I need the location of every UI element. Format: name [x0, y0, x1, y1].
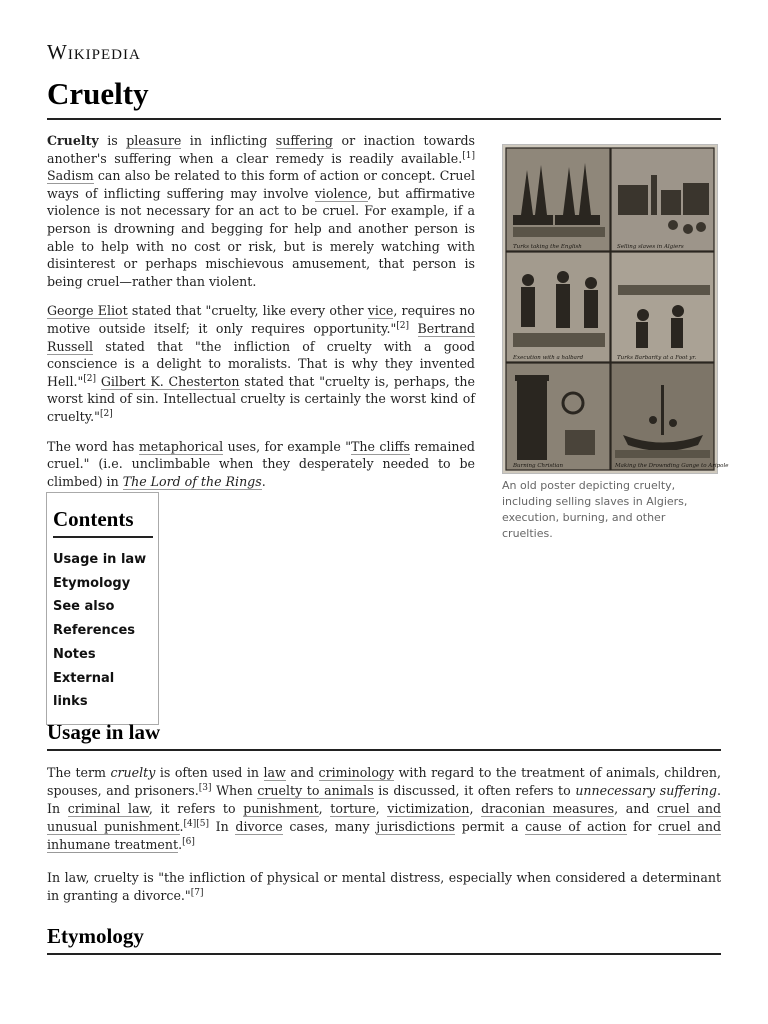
- section-heading-usage-in-law: Usage in law: [47, 720, 721, 751]
- text-run: , requires no motive outside itself; it only requires opportunity.": [47, 303, 476, 336]
- usage-paragraph-2: [47, 869, 721, 905]
- panel-caption-3: Execution with a halbard: [513, 355, 584, 361]
- text-run: stated that "cruelty is, perhaps, the worst kind of sin. Intellectual cruelty is certainly the worst kind of cruelty.": [47, 373, 475, 424]
- toc-item-notes[interactable]: Notes: [53, 646, 96, 662]
- citation-2[interactable]: [2]: [396, 320, 409, 331]
- panel-caption-1: Turks taking the English: [513, 244, 582, 250]
- usage-paragraph-1: [47, 764, 721, 854]
- lead-section: [47, 132, 475, 502]
- figure-caption: An old poster depicting cruelty, including selling slaves in Algiers, execution, burning, and other cruelties.: [502, 479, 688, 540]
- text-run: stated that "the infliction of cruelty with a good conscience is a delight to moralists. That is why they invented Hell.": [47, 338, 475, 389]
- toc-item-see-also[interactable]: See also: [53, 599, 115, 615]
- cruelty-poster-image[interactable]: [502, 144, 729, 474]
- toc-item-references[interactable]: References: [53, 623, 136, 639]
- text-run: .: [178, 837, 183, 852]
- emphasis-cruelty: cruelty: [110, 765, 156, 780]
- link-bertrand-russell[interactable]: Bertrand Russell: [47, 320, 475, 354]
- text-run: can also be related to this form of action or concept. Cruel ways of inflicting suffering may involve: [47, 168, 475, 201]
- link-lord-of-the-rings[interactable]: The Lord of the Rings: [122, 473, 262, 489]
- link-criminal-law[interactable]: criminal law: [67, 801, 149, 816]
- citation-4-5[interactable]: [4][5]: [183, 818, 210, 829]
- link-chesterton[interactable]: Gilbert K. Chesterton: [100, 373, 240, 389]
- table-of-contents: [46, 492, 159, 725]
- lead-term: Cruelty: [47, 133, 99, 148]
- text-run: ,: [318, 801, 331, 816]
- citation-2[interactable]: [2]: [83, 373, 97, 384]
- citation-2[interactable]: [2]: [99, 408, 113, 419]
- text-run: is: [98, 133, 127, 148]
- link-law[interactable]: law: [263, 765, 286, 780]
- link-cruelty-to-animals[interactable]: cruelty to animals: [257, 783, 374, 798]
- text-run: is discussed, it often refers to: [373, 783, 576, 798]
- panel-caption-2: Selling slaves in Algiers: [617, 244, 684, 250]
- text-run: .: [179, 819, 184, 834]
- citation-7[interactable]: [7]: [190, 887, 204, 898]
- text-run: The term: [47, 765, 111, 780]
- text-run: The word has: [47, 438, 139, 454]
- toc-item-external-links[interactable]: External links: [53, 670, 115, 710]
- text-run: and: [285, 765, 319, 780]
- link-vice[interactable]: vice: [367, 303, 394, 319]
- text-run: cases, many: [282, 819, 377, 834]
- lead-figure: [502, 144, 729, 542]
- page-title: Cruelty: [47, 76, 721, 120]
- text-run: stated that "cruelty, like every other: [127, 303, 368, 319]
- text-run: ,: [469, 801, 482, 816]
- link-george-eliot[interactable]: George Eliot: [47, 303, 128, 319]
- text-run: In law, cruelty is "the infliction of physical or mental distress, especially when considered a determinant in granting a divorce.": [47, 870, 721, 903]
- link-sadism[interactable]: Sadism: [47, 168, 94, 184]
- toc-heading: Contents: [53, 507, 153, 538]
- link-victimization[interactable]: victimization: [387, 801, 470, 816]
- text-run: , and: [614, 801, 658, 816]
- link-draconian-measures[interactable]: draconian measures: [481, 801, 615, 816]
- lead-paragraph-1: [47, 132, 475, 290]
- text-run: . In: [47, 783, 721, 816]
- link-the-cliffs[interactable]: The cliffs: [351, 438, 410, 454]
- panel-barbarity: [611, 252, 714, 362]
- panel-caption-6: Making the Drownding Gange to Aripole: [615, 463, 729, 469]
- link-torture[interactable]: torture: [330, 801, 376, 816]
- text-run: uses, for example ": [223, 438, 352, 454]
- text-run: .: [261, 473, 266, 489]
- link-pleasure[interactable]: pleasure: [126, 133, 182, 148]
- toc-item-etymology[interactable]: Etymology: [53, 575, 131, 591]
- citation-6[interactable]: [6]: [182, 836, 195, 847]
- link-punishment[interactable]: punishment: [243, 801, 319, 816]
- link-cause-of-action[interactable]: cause of action: [525, 819, 627, 834]
- lead-paragraph-3: [47, 438, 475, 491]
- text-run: When: [211, 783, 258, 798]
- link-violence[interactable]: violence: [314, 185, 368, 201]
- link-metaphorical[interactable]: metaphorical: [138, 438, 224, 454]
- text-run: or inaction towards another's suffering when a clear remedy is readily available.: [47, 133, 476, 166]
- text-run: permit a: [455, 819, 526, 834]
- text-run: in inflicting: [181, 133, 276, 148]
- wikipedia-wordmark[interactable]: Wikipedia: [47, 40, 141, 64]
- link-jurisdictions[interactable]: jurisdictions: [376, 819, 456, 834]
- emphasis-unnecessary-suffering: unnecessary suffering: [575, 783, 717, 798]
- citation-3[interactable]: [3]: [198, 782, 212, 793]
- link-cruel-and-unusual-punishment[interactable]: cruel and unusual punishment: [47, 801, 722, 834]
- link-suffering[interactable]: suffering: [275, 133, 333, 148]
- toc-item-usage-in-law[interactable]: Usage in law: [53, 552, 147, 567]
- text-run: remained cruel." (i.e. unclimbable when they desperately needed to be climbed) in: [47, 438, 475, 489]
- panel-caption-4: Turks Barbarity at a Foot yr.: [617, 355, 697, 361]
- poster-drawing: [503, 145, 729, 473]
- lead-paragraph-2: [47, 302, 475, 425]
- text-run: for: [626, 819, 659, 834]
- text-run: is often used in: [155, 765, 264, 780]
- text-run: In: [209, 819, 236, 834]
- section-heading-etymology: Etymology: [47, 924, 721, 955]
- link-criminology[interactable]: criminology: [318, 765, 395, 780]
- text-run: ,: [375, 801, 388, 816]
- link-cruel-and-inhumane-treatment[interactable]: cruel and inhumane treatment: [47, 819, 721, 852]
- citation-1[interactable]: [1]: [462, 150, 475, 161]
- text-run: with regard to the treatment of animals, children, spouses, and prisoners.: [47, 765, 721, 798]
- text-run: , it refers to: [148, 801, 244, 816]
- text-run: , but affirmative violence is not necessary for an act to be cruel. For example, if a person is drowning and begging for help and another person is able to help with no cost or risk, but is merely watching with disinterest or perhaps mischievous amusement, that person is being cruel—rather than violent.: [47, 185, 476, 289]
- panel-caption-5: Burning Christian: [513, 463, 564, 469]
- link-divorce[interactable]: divorce: [235, 819, 283, 834]
